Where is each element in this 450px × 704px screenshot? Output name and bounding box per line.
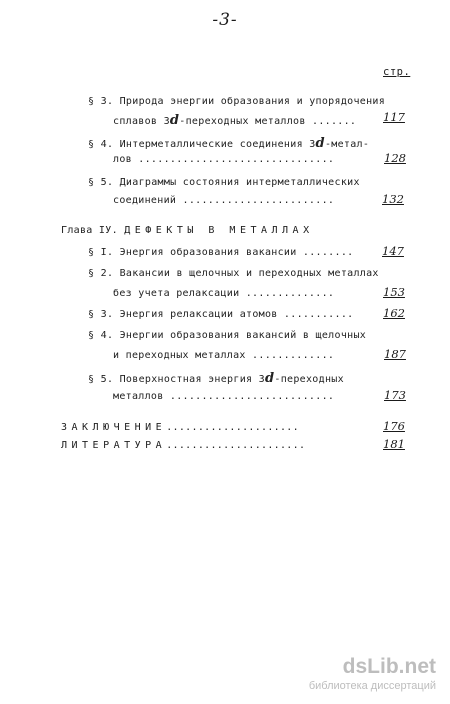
d-symbol: d xyxy=(169,113,180,128)
toc-page-number: 162 xyxy=(383,306,405,320)
page-number: -3- xyxy=(212,10,238,30)
chapter-heading xyxy=(61,225,314,236)
toc-entry-line: и переходных металлах ............. xyxy=(113,350,335,361)
toc-page-number: 147 xyxy=(382,244,404,258)
page-column-header: стр. xyxy=(383,66,411,78)
toc-entry-line: § I. Энергия образования вакансии ........ xyxy=(88,247,354,258)
toc-entry-line xyxy=(113,113,356,128)
toc-entry-line: § 2. Вакансии в щелочных и переходных металлах xyxy=(88,268,379,279)
watermark xyxy=(309,656,436,692)
toc-page-number: 187 xyxy=(384,347,406,361)
watermark-logo: dsLib.net xyxy=(342,655,436,678)
toc-entry-line xyxy=(88,136,369,151)
toc-entry-line: § 3. Природа энергии образования и упорядочения xyxy=(88,96,386,107)
d-symbol: d xyxy=(264,371,275,386)
chapter-title: ДЕФЕКТЫ В МЕТАЛЛАХ xyxy=(124,225,314,236)
toc-page-number: 176 xyxy=(383,419,405,433)
toc-entry-line: § 4. Энергии образования вакансий в щелочных xyxy=(88,330,367,341)
toc-page-number: 132 xyxy=(382,192,404,206)
toc-entry-text: -переходных металлов ....... xyxy=(179,116,357,127)
toc-entry-line xyxy=(61,440,305,451)
toc-entry-line xyxy=(61,422,299,433)
toc-entry-line: соединений ........................ xyxy=(113,195,335,206)
literature-label: ЛИТЕРАТУРА xyxy=(61,440,167,451)
toc-leader-dots: ...................... xyxy=(166,440,306,451)
toc-entry-text: § 5. Поверхностная энергия 3 xyxy=(88,374,265,385)
watermark-subtitle: библиотека диссертаций xyxy=(308,680,436,692)
d-symbol: d xyxy=(315,136,325,151)
toc-entry-line: лов ............................... xyxy=(113,154,335,165)
toc-page-number: 173 xyxy=(384,388,406,402)
chapter-prefix: Глава IУ. xyxy=(61,225,118,236)
toc-page-number: 117 xyxy=(383,110,405,124)
toc-entry-line xyxy=(88,371,344,386)
toc-entry-line: § 5. Диаграммы состояния интерметаллических xyxy=(88,177,360,188)
toc-entry-line: металлов .......................... xyxy=(113,391,335,402)
toc-entry-text: -переходных xyxy=(274,374,344,385)
toc-entry-line: § 3. Энергия релаксации атомов ........... xyxy=(88,309,354,320)
toc-page-number: 153 xyxy=(383,285,405,299)
toc-page-number: 181 xyxy=(383,437,405,451)
toc-entry-text: сплавов 3 xyxy=(113,116,170,127)
toc-entry-text: -метал- xyxy=(324,139,370,150)
toc-entry-line: без учета релаксации .............. xyxy=(113,288,335,299)
toc-entry-text: § 4. Интерметаллические соединения 3 xyxy=(88,139,316,150)
toc-leader-dots: ..................... xyxy=(166,422,299,433)
toc-page-number: 128 xyxy=(384,151,406,165)
conclusion-label: ЗАКЛЮЧЕНИЕ xyxy=(61,422,167,433)
